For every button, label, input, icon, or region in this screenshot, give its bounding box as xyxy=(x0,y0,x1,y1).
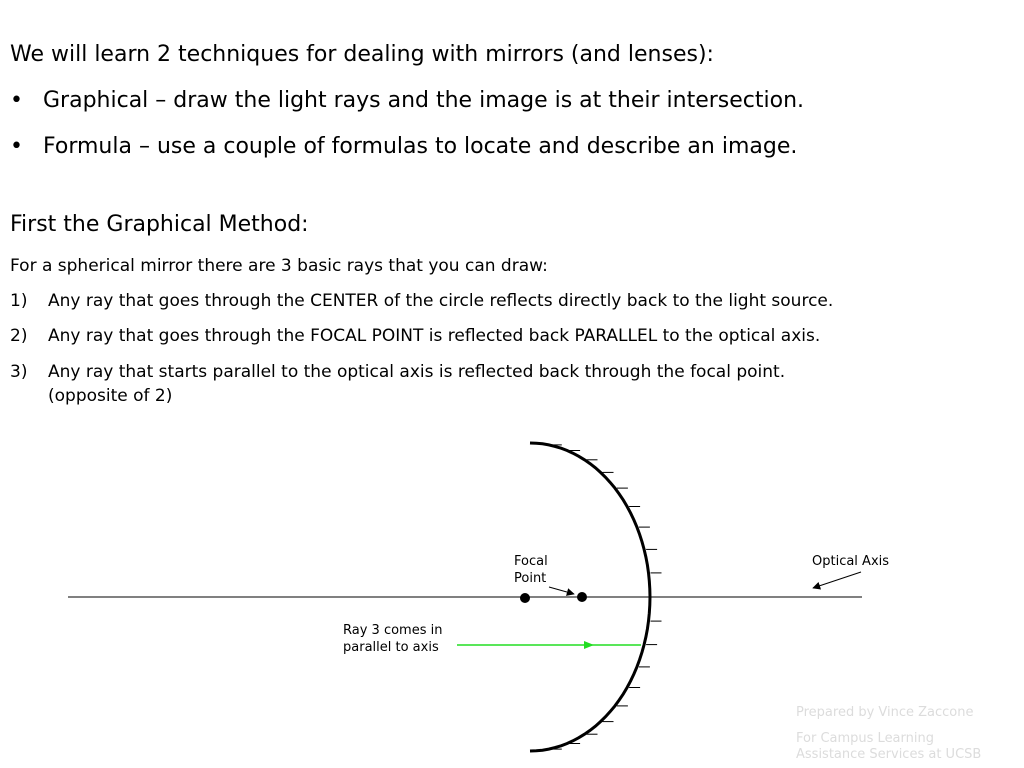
credit-organization-line1: For Campus Learning xyxy=(796,731,934,746)
bullet-graphical: Graphical – draw the light rays and the image is at their intersection. xyxy=(43,88,805,113)
axis-pointer-arrow xyxy=(813,572,861,588)
ray-3-label-line1: Ray 3 comes in xyxy=(343,623,443,638)
rule-number: 3) xyxy=(10,362,28,382)
focal-label-line2: Point xyxy=(514,571,547,586)
bullet-formula: Formula – use a couple of formulas to locate and describe an image. xyxy=(43,134,798,159)
bullet-marker: • xyxy=(10,134,23,159)
optical-axis-label: Optical Axis xyxy=(812,554,890,569)
rule-focal: Any ray that goes through the FOCAL POINT is reflected back PARALLEL to the optical axis. xyxy=(48,326,821,346)
rule-parallel: Any ray that starts parallel to the optical axis is reflected back through the focal point. xyxy=(48,362,786,382)
credit-prepared-by: Prepared by Vince Zaccone xyxy=(796,705,974,720)
focal-pointer-arrow xyxy=(549,587,574,594)
credit-organization-line2: Assistance Services at UCSB xyxy=(796,747,982,762)
focal-label-line1: Focal xyxy=(514,554,548,569)
ray-3-arrowhead xyxy=(584,641,594,649)
intro-heading: We will learn 2 techniques for dealing with mirrors (and lenses): xyxy=(10,42,714,67)
rule-center: Any ray that goes through the CENTER of the circle reflects directly back to the light source. xyxy=(48,291,834,311)
rule-number: 1) xyxy=(10,291,28,311)
rule-number: 2) xyxy=(10,326,28,346)
ray-3-label-line2: parallel to axis xyxy=(343,640,439,655)
rule-parallel-note: (opposite of 2) xyxy=(48,386,173,406)
center-point xyxy=(520,593,530,603)
method-lead: For a spherical mirror there are 3 basic rays that you can draw: xyxy=(10,256,548,276)
focal-point xyxy=(577,592,587,602)
bullet-marker: • xyxy=(10,88,23,113)
method-heading: First the Graphical Method: xyxy=(10,212,309,237)
